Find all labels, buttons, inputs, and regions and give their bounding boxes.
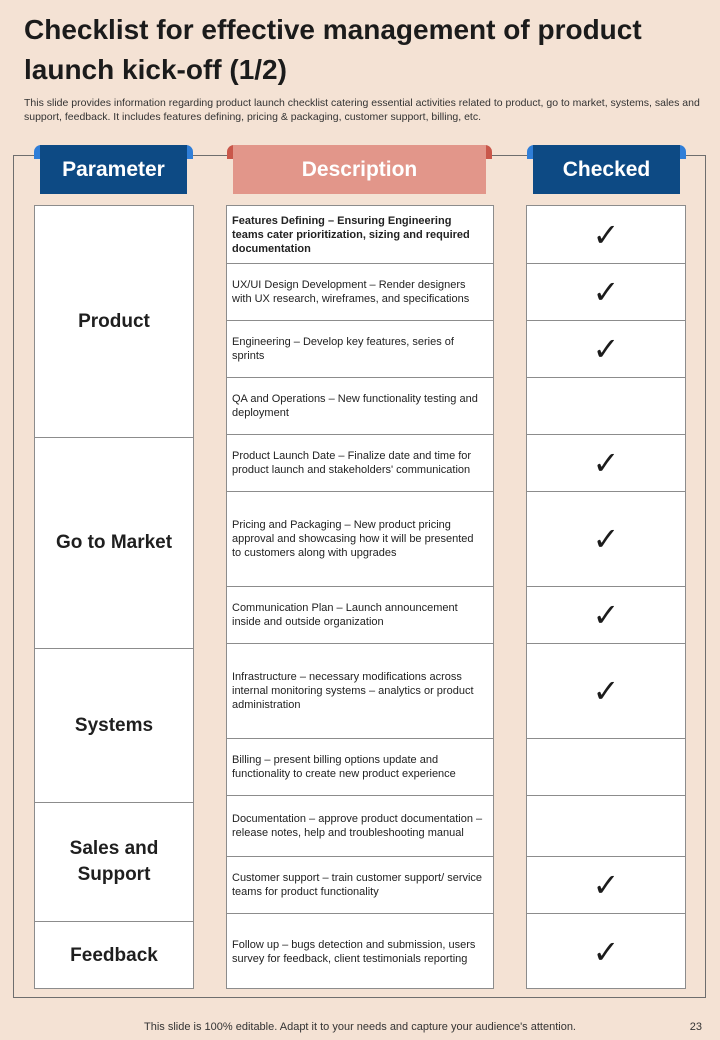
check-mark-icon: ✓ (527, 263, 685, 320)
description-cell: Billing – present billing options update and functionality to create new product experience (227, 738, 493, 795)
description-cell: Features Defining – Ensuring Engineering teams cater prioritization, sizing and required documentation (232, 214, 470, 255)
parameter-cell-systems: Systems (35, 648, 193, 802)
parameter-cell-go-to-market: Go to Market (35, 437, 193, 648)
slide-title: Checklist for effective management of product launch kick-off (1/2) (24, 14, 642, 85)
parameter-cell-sales-and-support: Sales and Support (35, 802, 193, 921)
description-cell: Customer support – train customer support/ service teams for product functionality (227, 856, 493, 913)
check-mark-icon: ✓ (527, 491, 685, 586)
parameter-header (40, 145, 187, 194)
check-mark-icon (527, 795, 685, 856)
description-header-label: Description (233, 145, 486, 194)
description-cell: Follow up – bugs detection and submission, users survey for feedback, client testimonials reporting (227, 913, 493, 989)
parameter-header-label: Parameter (40, 145, 187, 194)
footer-note: This slide is 100% editable. Adapt it to your needs and capture your audience's attention. (144, 1021, 576, 1033)
checked-header (533, 145, 680, 194)
check-mark-icon: ✓ (527, 320, 685, 377)
description-column (226, 205, 494, 989)
description-cell: QA and Operations – New functionality testing and deployment (227, 377, 493, 434)
checked-column (526, 205, 686, 989)
parameter-cell-product: Product (78, 310, 150, 332)
parameter-column (34, 205, 194, 989)
slide-subtitle: This slide provides information regarding product launch checklist catering essential activities related to product, go to market, systems, sales and support, feedback. It includes features defining, pricing & packaging, customer support, billing, etc. (24, 97, 700, 123)
description-header (233, 145, 486, 194)
parameter-cell-feedback: Feedback (35, 921, 193, 989)
check-mark-icon: ✓ (527, 856, 685, 913)
check-mark-icon: ✓ (527, 913, 685, 989)
check-mark-icon (527, 377, 685, 434)
page-number: 23 (689, 1021, 702, 1033)
description-cell: Communication Plan – Launch announcement inside and outside organization (227, 586, 493, 643)
description-cell: Documentation – approve product documentation – release notes, help and troubleshooting manual (227, 795, 493, 856)
check-mark-icon: ✓ (527, 586, 685, 643)
check-mark-icon: ✓ (592, 215, 620, 254)
description-cell: UX/UI Design Development – Render designers with UX research, wireframes, and specifications (227, 263, 493, 320)
description-cell: Product Launch Date – Finalize date and time for product launch and stakeholders' communication (227, 434, 493, 491)
description-cell: Engineering – Develop key features, series of sprints (227, 320, 493, 377)
check-mark-icon: ✓ (527, 434, 685, 491)
check-mark-icon: ✓ (527, 643, 685, 738)
description-cell: Pricing and Packaging – New product pricing approval and showcasing how it will be presented to customers along with upgrades (227, 491, 493, 586)
description-cell: Infrastructure – necessary modifications across internal monitoring systems – analytics or product administration (227, 643, 493, 738)
check-mark-icon (527, 738, 685, 795)
checked-header-label: Checked (533, 145, 680, 194)
